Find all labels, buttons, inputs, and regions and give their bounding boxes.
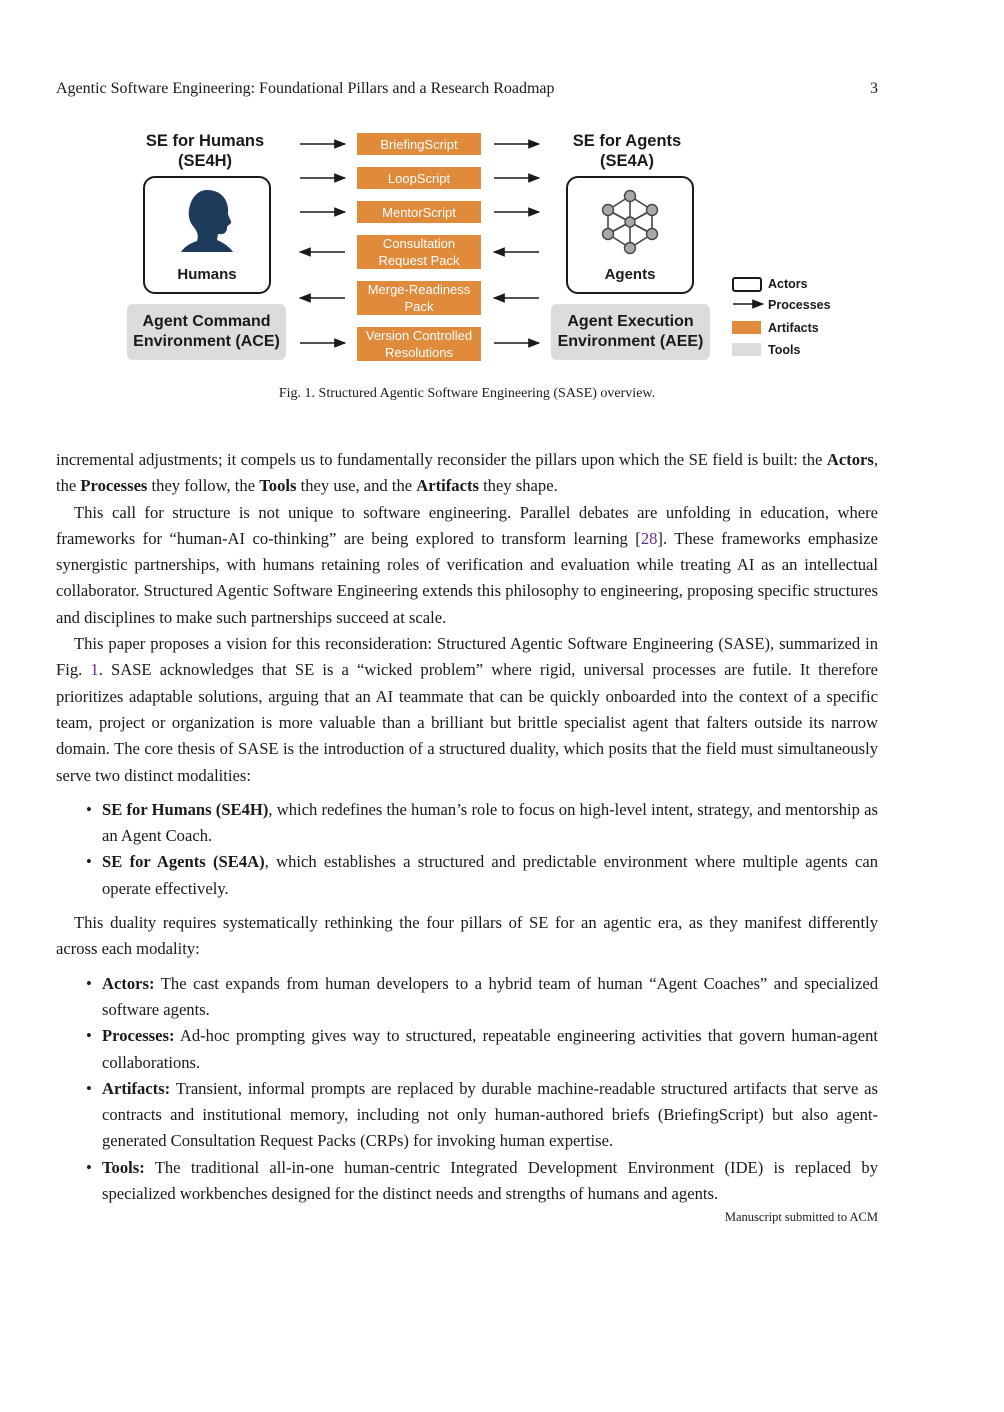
- se4a-title: SE for Agents (SE4A): [572, 132, 682, 170]
- figure-link[interactable]: 1: [90, 660, 99, 680]
- humans-label: Humans: [177, 266, 237, 283]
- paragraph: This paper proposes a vision for this reconsideration: Structured Agentic Software Engineering (SASE), summarized in Fig. 1. SASE acknowledges that SE is a “wicked problem” where rigid, universal processes are futile. It therefore prioritizes adaptable solutions, arguing that an AI teammate that can be quickly onboarded into the context of a specific team, project or organization is more valuable than a brilliant but brittle specialist agent that falters outside its narrow domain. The core thesis of SASE is the introduction of a structured duality, which posits that the field must simultaneously serve two distinct modalities:: [56, 634, 878, 785]
- body-text: [56, 447, 878, 1213]
- artifact-loopscript: LoopScript: [357, 167, 481, 189]
- legend-actors: Actors: [732, 276, 852, 292]
- list-item: • Artifacts: Transient, informal prompts are replaced by durable machine-readable structured artifacts that serve as contracts and institutional memory, including not only human-authored briefs (BriefingScript) but also agent-generated Consultation Request Packs (CRPs) for invoking human expertise.: [102, 1076, 878, 1155]
- artifact-version-controlled-resolutions: Version Controlled Resolutions: [357, 327, 481, 361]
- citation-link[interactable]: 28: [640, 528, 658, 548]
- page-number: 3: [870, 80, 878, 97]
- figure-1: [0, 0, 1004, 420]
- list-item: • SE for Agents (SE4A), which establishes a structured and predictable environment where multiple agents can operate effectively.: [102, 849, 878, 902]
- header-title: Agentic Software Engineering: Foundational Pillars and a Research Roadmap: [56, 80, 555, 97]
- ace-tool-box: Agent Command Environment (ACE): [127, 304, 286, 360]
- artifact-briefingscript: BriefingScript: [357, 133, 481, 155]
- artifact-consultation-request-pack: Consultation Request Pack: [357, 235, 481, 269]
- legend-processes: Processes: [768, 298, 831, 312]
- pillars-list: [56, 971, 878, 1208]
- aee-tool-box: Agent Execution Environment (AEE): [551, 304, 710, 360]
- paragraph: This call for structure is not unique to software engineering. Parallel debates are unfolding in education, where frameworks for “human-AI co-thinking” are being explored to transform learning [28]. These frameworks emphasize synergistic partnerships, with humans retaining roles of verification and evaluation while treating AI as an intellectual collaborator. Structured Agentic Software Engineering extends this philosophy to engineering, proposing specific structures and disciplines to make such partnerships succeed at scale.: [56, 502, 878, 627]
- list-item: • Processes: Ad-hoc prompting gives way to structured, repeatable engineering activities that govern human-agent collaborations.: [102, 1023, 878, 1076]
- list-item: • Actors: The cast expands from human developers to a hybrid team of human “Agent Coaches” and specialized software agents.: [102, 971, 878, 1024]
- artifact-mentorscript: MentorScript: [357, 201, 481, 223]
- process-arrows: [0, 0, 1004, 420]
- artifact-merge-readiness-pack: Merge-Readiness Pack: [357, 281, 481, 315]
- paragraph: This duality requires systematically rethinking the four pillars of SE for an agentic era, as they manifest differently across each modality:: [56, 913, 878, 959]
- figure-caption: Fig. 1. Structured Agentic Software Engineering (SASE) overview.: [278, 386, 656, 401]
- paragraph: incremental adjustments; it compels us to fundamentally reconsider the pillars upon which the SE field is built: the Actors, the Processes they follow, the Tools they use, and the Artifacts they shape.: [56, 450, 878, 496]
- legend-artifacts: Artifacts: [732, 320, 852, 336]
- agents-label: Agents: [604, 266, 656, 283]
- modality-list: [56, 797, 878, 902]
- list-item: • Tools: The traditional all-in-one human-centric Integrated Development Environment (IDE) is replaced by specialized workbenches designed for the distinct needs and strengths of humans and agents.: [102, 1155, 878, 1208]
- list-item: • SE for Humans (SE4H), which redefines the human’s role to focus on high-level intent, strategy, and mentorship as an Agent Coach.: [102, 797, 878, 850]
- legend-tools: Tools: [732, 342, 852, 358]
- footer-note: Manuscript submitted to ACM: [724, 1210, 878, 1224]
- se4h-title: SE for Humans (SE4H): [145, 132, 265, 170]
